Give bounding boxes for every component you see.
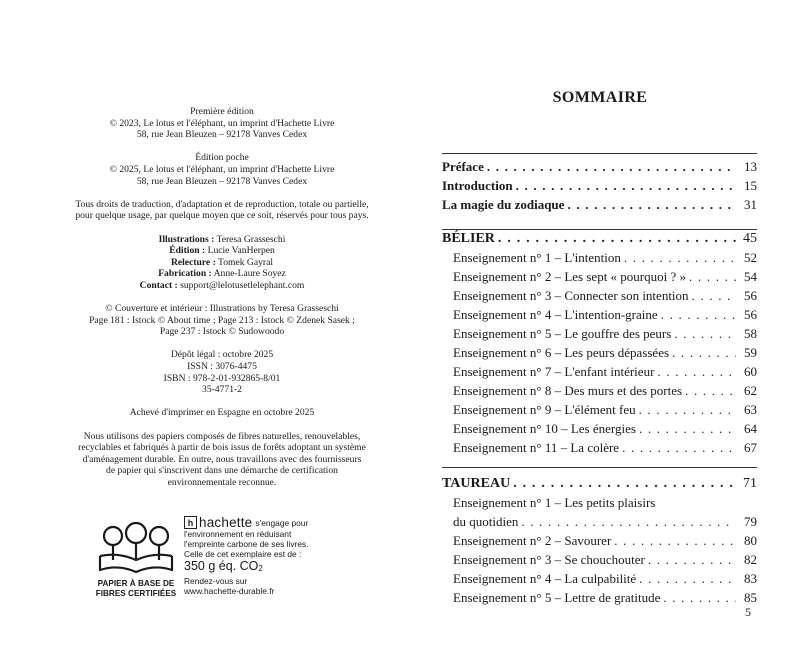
- toc-section-title: TAUREAU: [442, 476, 511, 491]
- toc-entry-label: Enseignement n° 10 – Les énergies: [453, 421, 636, 436]
- credit-value: Lucie VanHerpen: [207, 245, 275, 257]
- credit-edition: [20, 245, 424, 257]
- eco-badge-label: [90, 579, 182, 599]
- image-credit-line: Page 181 : Istock © About time ; Page 213 : Istock © Zdenek Sasek ;: [89, 314, 355, 326]
- leader-dots: [692, 288, 736, 304]
- toc-page-number: 31: [744, 197, 757, 212]
- toc-entry[interactable]: [442, 307, 757, 326]
- toc-entry[interactable]: [442, 345, 757, 364]
- toc-entry-label: Enseignement n° 8 – Des murs et des portes: [453, 383, 683, 398]
- credit-illustrations: [20, 234, 424, 246]
- leader-dots: [661, 307, 736, 323]
- credit-value: Anne-Laure Soyez: [213, 268, 286, 280]
- co2-amount: 350 g éq. CO: [184, 559, 259, 573]
- toc-page-number: 71: [743, 476, 757, 491]
- isbn: ISBN : 978-2-01-932865-8/01: [163, 372, 281, 384]
- leader-dots: [648, 552, 736, 568]
- credit-proofreading: [20, 257, 424, 269]
- toc-title: SOMMAIRE: [552, 89, 648, 106]
- hachette-line: Celle de cet exemplaire est de :: [184, 549, 302, 559]
- leader-dots: [614, 533, 736, 549]
- credit-label: Contact :: [139, 279, 178, 291]
- image-credit-line: Page 237 : Istock © Sudowoodo: [159, 326, 285, 338]
- eco-section: [96, 516, 426, 606]
- page-number: 5: [745, 605, 751, 619]
- toc-entry[interactable]: [442, 533, 757, 552]
- credit-contact: [20, 280, 424, 292]
- toc-entry-label: Enseignement n° 3 – Se chouchouter: [453, 552, 645, 567]
- toc-separator: [442, 153, 757, 154]
- leader-dots: [639, 402, 736, 418]
- toc-page-number: 67: [744, 440, 757, 455]
- toc-page-number: 52: [744, 250, 757, 265]
- toc-section-belier[interactable]: [442, 231, 757, 250]
- image-credit-line: © Couverture et intérieur : Illustrations by Teresa Grasseschi: [105, 303, 339, 315]
- toc-entry-label: Enseignement n° 11 – La colère: [453, 440, 620, 455]
- leader-dots: [622, 440, 736, 456]
- toc-entry-label: Enseignement n° 1 – L'intention: [453, 250, 621, 265]
- toc-entry[interactable]: [442, 590, 757, 609]
- credit-label: Illustrations :: [158, 233, 215, 245]
- toc-page-number: 15: [744, 178, 757, 193]
- leader-dots: [498, 231, 736, 247]
- toc-entry-continuation[interactable]: [442, 514, 757, 533]
- toc-page-number: 58: [744, 326, 757, 341]
- print-code: 35-4771-2: [202, 384, 242, 396]
- copyright-page: [20, 106, 424, 489]
- eco-badge-line: PAPIER À BASE DE: [97, 579, 175, 588]
- toc-entry-label: Introduction: [442, 178, 513, 193]
- toc-entry-label: Enseignement n° 5 – Lettre de gratitude: [453, 590, 661, 605]
- trees-book-icon: [96, 522, 176, 576]
- toc-entry-label: Enseignement n° 2 – Les sept « pourquoi ? »: [453, 269, 687, 284]
- toc-entry-label: Enseignement n° 4 – L'intention-graine: [453, 307, 658, 322]
- hachette-statement: [184, 516, 384, 596]
- toc-entry[interactable]: [442, 552, 757, 571]
- contact-email: support@lelotusetlelephant.com: [180, 279, 305, 291]
- toc-page-number: 79: [744, 514, 757, 529]
- paper-notice-line: Nous utilisons des papiers composés de fibres naturelles, renouvelables,: [83, 430, 361, 442]
- hachette-url: www.hachette-durable.fr: [184, 586, 275, 596]
- paper-notice-line: environnementale reconnue.: [167, 477, 277, 488]
- credit-production: [20, 268, 424, 280]
- toc-page-number: 56: [744, 307, 757, 322]
- toc-entry[interactable]: [442, 495, 757, 514]
- toc-entry[interactable]: [442, 421, 757, 440]
- hachette-tagline: s'engage pour: [255, 517, 309, 528]
- first-edition-copyright: © 2023, Le lotus et l'éléphant, un imprint d'Hachette Livre: [109, 117, 335, 129]
- toc-entry-label: Enseignement n° 2 – Savourer: [453, 533, 612, 548]
- toc-page-number: 63: [744, 402, 757, 417]
- toc-entry-introduction[interactable]: [442, 178, 757, 197]
- toc-section-title: BÉLIER: [442, 231, 495, 246]
- toc-entry-zodiac[interactable]: [442, 197, 757, 216]
- toc-entry-label: du quotidien: [453, 514, 519, 529]
- hachette-brand: hachette: [199, 514, 253, 530]
- toc-entry-label: Enseignement n° 5 – Le gouffre des peurs: [453, 326, 672, 341]
- eco-badge-line: FIBRES CERTIFIÉES: [95, 589, 177, 598]
- issn: ISSN : 3076-4475: [187, 361, 257, 373]
- leader-dots: [639, 571, 736, 587]
- co2-value: [184, 559, 384, 576]
- toc-entry-label: Enseignement n° 3 – Connecter son intention: [453, 288, 689, 303]
- toc-entry[interactable]: [442, 383, 757, 402]
- toc-page-number: 82: [744, 552, 757, 567]
- toc-entry-label: La magie du zodiaque: [442, 197, 565, 212]
- toc-entry-label: Enseignement n° 1 – Les petits plaisirs: [453, 495, 656, 510]
- paper-notice-line: recyclables et fabriqués à partir de bois issus de forêts adoptant un système: [78, 442, 366, 454]
- toc-entry[interactable]: [442, 440, 757, 459]
- hachette-line: l'environnement en réduisant: [184, 529, 292, 539]
- co2-subscript: 2: [258, 564, 263, 573]
- first-edition-heading: Première édition: [190, 106, 254, 117]
- toc-entry-preface[interactable]: [442, 159, 757, 178]
- toc-entry[interactable]: [442, 402, 757, 421]
- pocket-edition-heading: Édition poche: [195, 152, 249, 164]
- leader-dots: [672, 345, 736, 361]
- toc-page-number: 13: [744, 159, 757, 174]
- leader-dots: [521, 514, 736, 530]
- leader-dots: [513, 476, 736, 492]
- toc-entry-label: Préface: [442, 159, 484, 174]
- toc-entry[interactable]: [442, 269, 757, 288]
- first-edition-address: 58, rue Jean Bleuzen – 92178 Vanves Cedex: [136, 129, 308, 141]
- toc-page-number: 56: [744, 288, 757, 303]
- paper-notice-line: de papier qui s'inscrivent dans une démarche de certification: [106, 465, 338, 477]
- leader-dots: [567, 197, 736, 213]
- credit-value: Teresa Grasseschi: [216, 233, 286, 245]
- toc-entry[interactable]: [442, 326, 757, 345]
- toc-entry-label: Enseignement n° 9 – L'élément feu: [453, 402, 636, 417]
- leader-dots: [639, 421, 736, 437]
- leader-dots: [689, 269, 736, 285]
- pocket-edition-copyright: © 2025, Le lotus et l'éléphant, un imprint d'Hachette Livre: [109, 163, 335, 175]
- leader-dots: [685, 383, 736, 399]
- leader-dots: [624, 250, 736, 266]
- legal-deposit: Dépôt légal : octobre 2025: [170, 349, 274, 361]
- toc-page-number: 54: [744, 269, 757, 284]
- toc-entry-label: Enseignement n° 6 – Les peurs dépassées: [453, 345, 670, 360]
- toc-entry[interactable]: [442, 250, 757, 269]
- toc-entry[interactable]: [442, 364, 757, 383]
- rights-line: pour quelque usage, par quelque moyen que ce soit, réservés pour tous pays.: [75, 210, 369, 222]
- credit-label: Fabrication :: [158, 268, 212, 280]
- toc-page-number: 80: [744, 533, 757, 548]
- toc-page-number: 45: [743, 231, 757, 246]
- toc-entry-label: Enseignement n° 4 – La culpabilité: [453, 571, 637, 586]
- credit-label: Relecture :: [170, 256, 216, 268]
- toc-page-number: 64: [744, 421, 757, 436]
- toc-entry[interactable]: [442, 571, 757, 590]
- hachette-logo-icon: h: [184, 516, 197, 529]
- toc-page-number: 85: [744, 590, 757, 605]
- rights-line: Tous droits de traduction, d'adaptation et de reproduction, totale ou partielle,: [75, 198, 369, 210]
- printed-notice: Achevé d'imprimer en Espagne en octobre 2025: [129, 407, 315, 419]
- toc-section-taureau[interactable]: [442, 476, 757, 495]
- leader-dots: [674, 326, 736, 342]
- leader-dots: [657, 364, 736, 380]
- pocket-edition-address: 58, rue Jean Bleuzen – 92178 Vanves Cedex: [136, 175, 308, 187]
- leader-dots: [663, 590, 736, 606]
- toc-page-number: 62: [744, 383, 757, 398]
- credit-value: Tomek Gayral: [218, 256, 274, 268]
- toc-entry[interactable]: [442, 288, 757, 307]
- toc-page-number: 83: [744, 571, 757, 586]
- hachette-visit: Rendez-vous sur: [184, 576, 248, 586]
- leader-dots: [516, 178, 736, 194]
- table-of-contents: [442, 159, 757, 609]
- leader-dots: [487, 159, 736, 175]
- paper-notice-line: d'aménagement durable. En outre, nous travaillons avec des fournisseurs: [82, 453, 362, 465]
- toc-entry-label: Enseignement n° 7 – L'enfant intérieur: [453, 364, 655, 379]
- hachette-line: l'empreinte carbone de ses livres.: [184, 539, 309, 549]
- credit-label: Édition :: [169, 245, 206, 257]
- toc-page-number: 59: [744, 345, 757, 360]
- toc-page-number: 60: [744, 364, 757, 379]
